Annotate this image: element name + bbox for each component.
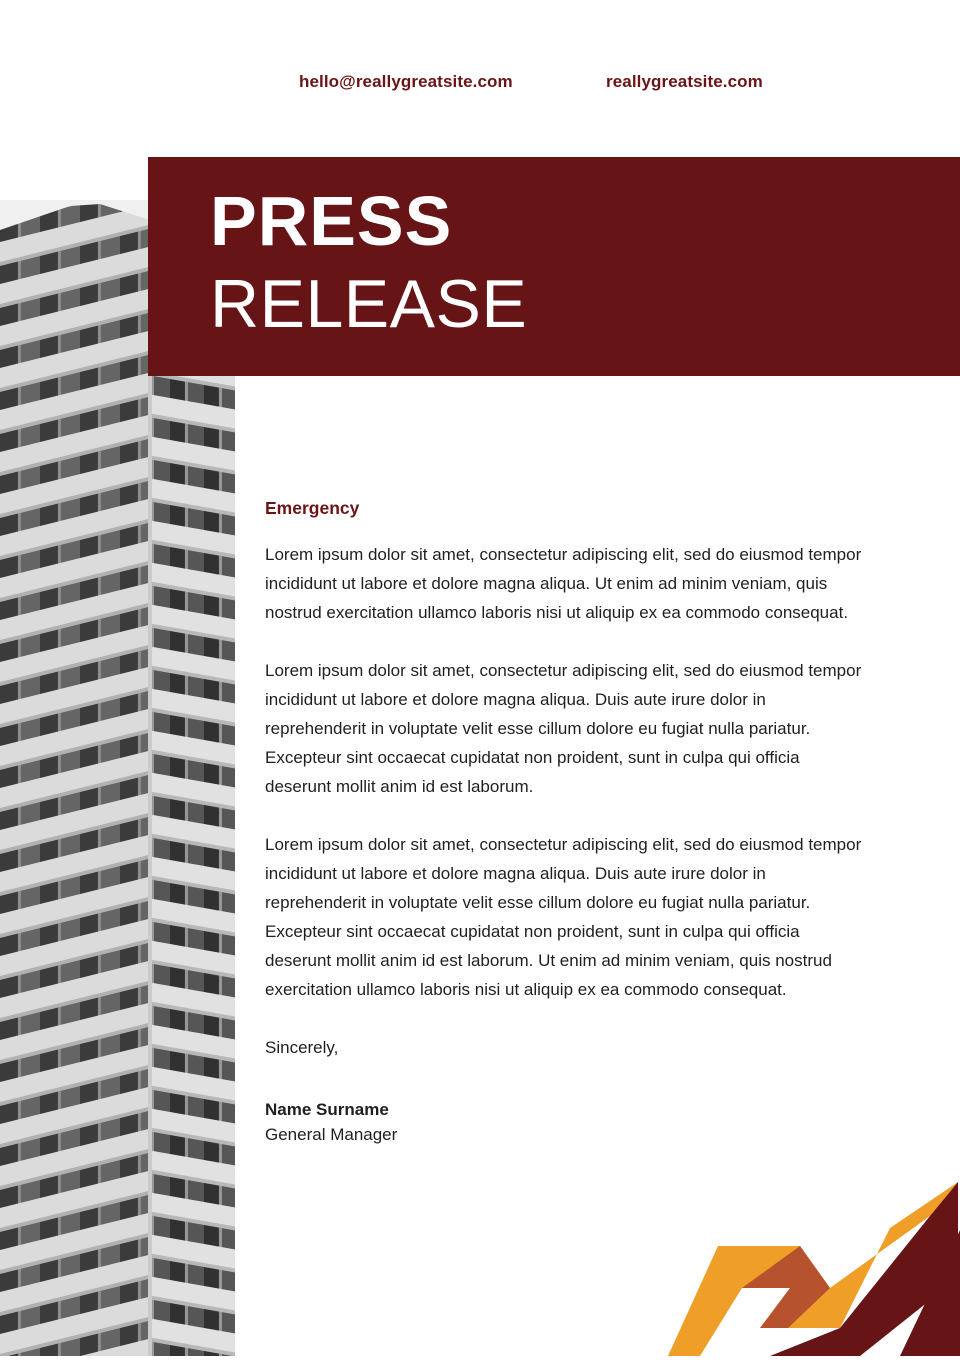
subject-heading: Emergency bbox=[265, 498, 360, 518]
letter-body bbox=[265, 498, 865, 1147]
closing-text: Sincerely, bbox=[265, 1038, 339, 1057]
body-paragraph-3: Lorem ipsum dolor sit amet, consectetur adipiscing elit, sed do eiusmod tempor incididunt ut labore et dolore magna aliqua. Duis aute irure dolor in reprehenderit in voluptate velit esse cillum dolore eu fugiat nulla pariatur. Excepteur sint occaecat cupidatat non proident, sunt in culpa qui officia deserunt mollit anim id est laborum. Ut enim ad minim veniam, quis nostrud exercitation ullamco laboris nisi ut aliquip ex ea commodo consequat. bbox=[265, 835, 862, 999]
corner-decoration bbox=[660, 1178, 960, 1361]
page-title-press: PRESS bbox=[210, 182, 453, 260]
signature-title: General Manager bbox=[265, 1125, 398, 1144]
body-paragraph-2: Lorem ipsum dolor sit amet, consectetur adipiscing elit, sed do eiusmod tempor incididunt ut labore et dolore magna aliqua. Duis aute irure dolor in reprehenderit in voluptate velit esse cillum dolore eu fugiat nulla pariatur. Excepteur sint occaecat cupidatat non proident, sunt in culpa qui officia deserunt mollit anim id est laborum. bbox=[265, 661, 862, 796]
contact-email[interactable]: hello@reallygreatsite.com bbox=[299, 72, 513, 91]
page-title-release: RELEASE bbox=[210, 266, 528, 342]
contact-website[interactable]: reallygreatsite.com bbox=[606, 72, 763, 91]
signature-name: Name Surname bbox=[265, 1100, 389, 1119]
body-paragraph-1: Lorem ipsum dolor sit amet, consectetur adipiscing elit, sed do eiusmod tempor incididunt ut labore et dolore magna aliqua. Ut enim ad minim veniam, quis nostrud exercitation ullamco laboris nisi ut aliquip ex ea commodo consequat. bbox=[265, 545, 862, 622]
